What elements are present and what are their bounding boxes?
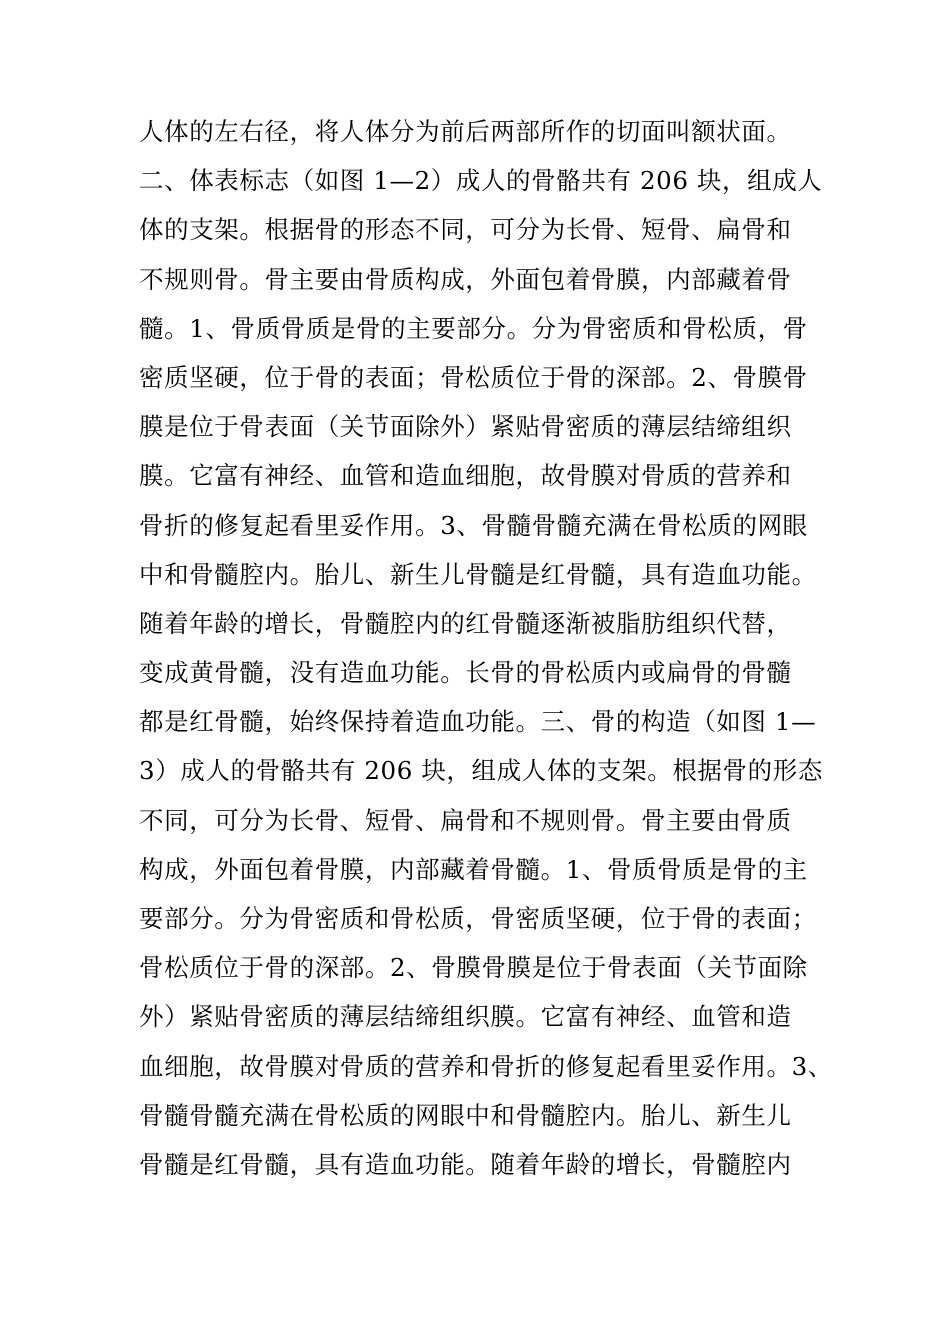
text-line: 骨髓骨髓充满在骨松质的网眼中和骨髓腔内。胎儿、新生儿: [139, 1100, 792, 1130]
body-text: [139, 107, 839, 1189]
text-line: 骨髓是红骨髓，具有造血功能。随着年龄的增长，骨髓腔内: [139, 1149, 792, 1179]
text-line: 都是红骨髓，始终保持着造血功能。三、骨的构造（如图 1—: [139, 707, 817, 737]
text-line: 体的支架。根据骨的形态不同，可分为长骨、短骨、扁骨和: [139, 215, 792, 245]
text-line: 骨折的修复起看里妥作用。3、骨髓骨髓充满在骨松质的网眼: [139, 510, 808, 540]
text-line: 3）成人的骨骼共有 206 块，组成人体的支架。根据骨的形态: [139, 756, 823, 786]
text-line: 膜。它富有神经、血管和造血细胞，故骨膜对骨质的营养和: [139, 461, 792, 491]
text-line: 不同，可分为长骨、短骨、扁骨和不规则骨。骨主要由骨质: [139, 805, 792, 835]
text-line: 血细胞，故骨膜对骨质的营养和骨折的修复起看里妥作用。3、: [139, 1051, 833, 1081]
text-line: 中和骨髓腔内。胎儿、新生儿骨髓是红骨髓，具有造血功能。: [139, 559, 817, 589]
text-line: 膜是位于骨表面（关节面除外）紧贴骨密质的薄层结缔组织: [139, 412, 792, 442]
text-line: 密质坚硬，位于骨的表面；骨松质位于骨的深部。2、骨膜骨: [139, 362, 808, 392]
text-line: 随着年龄的增长，骨髓腔内的红骨髓逐渐被脂肪组织代替，: [139, 608, 792, 638]
text-line: 构成，外面包着骨膜，内部藏着骨髓。1、骨质骨质是骨的主: [139, 854, 808, 884]
text-line: 人体的左右径，将人体分为前后两部所作的切面叫额状面。: [139, 117, 792, 146]
text-line: 外）紧贴骨密质的薄层结缔组织膜。它富有神经、血管和造: [139, 1002, 792, 1032]
text-line: 要部分。分为骨密质和骨松质，骨密质坚硬，位于骨的表面；: [139, 904, 817, 933]
text-line: 二、体表标志（如图 1—2）成人的骨骼共有 206 块，组成人: [139, 166, 823, 196]
text-line: 不规则骨。骨主要由骨质构成，外面包着骨膜，内部藏着骨: [139, 264, 792, 294]
text-line: 变成黄骨髓，没有造血功能。长骨的骨松质内或扁骨的骨髓: [139, 658, 792, 688]
text-line: 髓。1、骨质骨质是骨的主要部分。分为骨密质和骨松质，骨: [139, 313, 808, 343]
text-line: 骨松质位于骨的深部。2、骨膜骨膜是位于骨表面（关节面除: [139, 953, 808, 983]
